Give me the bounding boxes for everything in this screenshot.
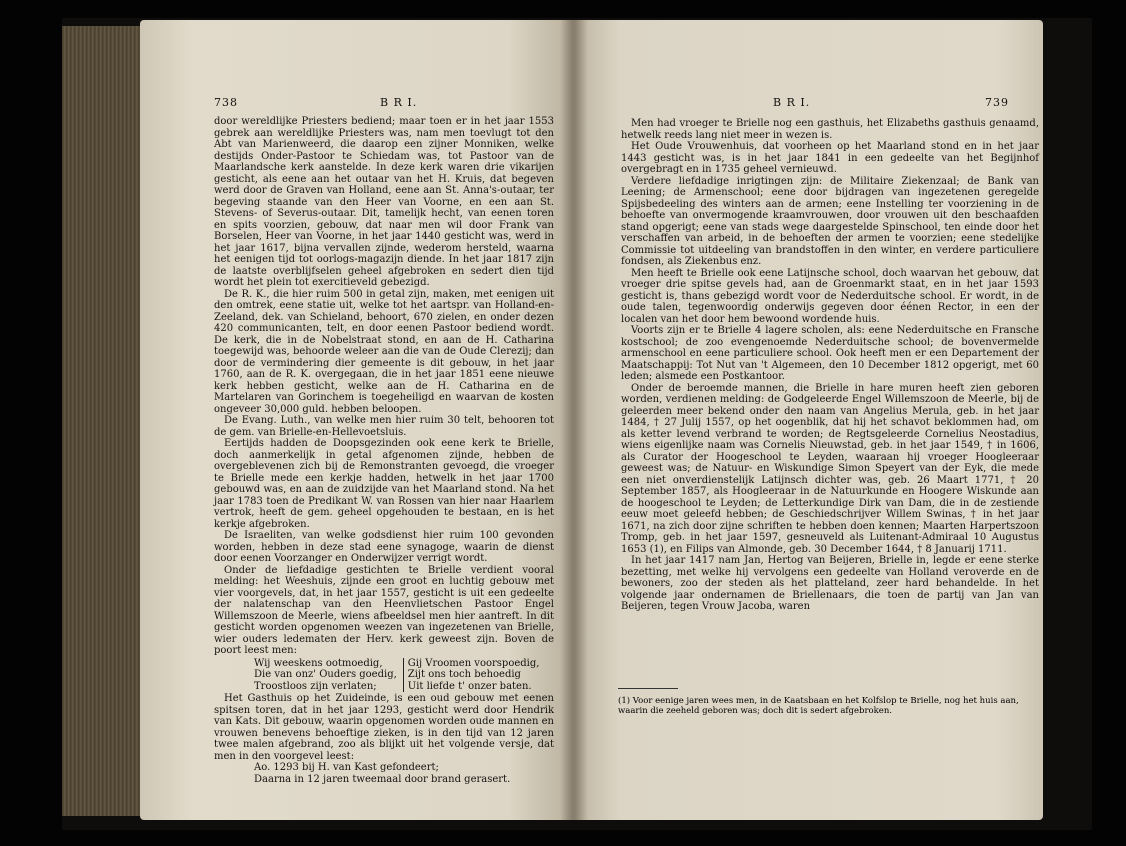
right-running-head: B R I. [773,96,811,109]
verse-column-right [403,658,540,693]
paragraph: Verdere liefdadige inrigtingen zijn: de Militaire Ziekenzaal; de Bank van Leening; de Armenschool; eene door bijdragen van ingezetenen geregelde Spijsbedeeling des winters aan de armen; eene Instelling ter voorziening in de behoefte van onvermogende kraamvrouwen, door vrouwen uit den beschaafden stand opgerigt; eene van stads wege daargestelde Spinschool, ten einde door het verschaffen van arbeid, in de behoeften der armen te voorzien; eene stedelijke Commissie tot uitdeeling van brandstoffen in den winter, en verdere particuliere fondsen, als Ziekenbus enz. [621,175,1039,267]
paragraph: De Evang. Luth., van welke men hier ruim 30 telt, behooren tot de gem. van Brielle-en-Hellevoetsluis. [214,415,554,438]
paragraph: De Israeliten, van welke godsdienst hier ruim 100 gevonden worden, hebben in deze stad eene synagoge, waarin de dienst door eenen Voorzanger en Onderwijzer verrigt wordt. [214,530,554,564]
inscription-line: Ao. 1293 bij H. van Kast gefondeert; [254,762,439,773]
left-running-head: B R I. [380,96,418,109]
right-page-body [621,118,1039,613]
paragraph: In het jaar 1417 nam Jan, Hertog van Beijeren, Brielle in, legde er eene sterke bezetting, met welke hij vervolgens een gedeelte van Holland veroverde en de bewoners, zoo der steden als het platteland, zeer hard behandelde. In het volgende jaar ondernamen de Briellenaars, die toen de partij van Jan van Beijeren, tegen Vrouw Jacoba, waren [621,555,1039,612]
paragraph: Het Oude Vrouwenhuis, dat voorheen op het Maarland stond en in het jaar 1443 gesticht was, is in het jaar 1841 in een gedeelte van het Begijnhof overgebragt en in 1735 geheel vernieuwd. [621,141,1039,175]
inscription-line: Daarna in 12 jaren tweemaal door brand gerasert. [254,773,511,785]
footnote-rule [618,688,678,689]
left-page-number: 738 [214,96,238,109]
paragraph: Eertijds hadden de Doopsgezinden ook eene kerk te Brielle, doch aanmerkelijk in getal afgenomen zijnde, hebben de overgeblevenen zich bij de Remonstranten gevoegd, die vroeger te Brielle mede een kerkje hadden, hetwelk in het jaar 1700 gebouwd was, en aan de zuidzijde van het Maarland stond. Na het jaar 1783 toen de Predikant W. van Rossen van hier naar Haarlem vertrok, heeft de gem. geheel opgehouden te bestaan, en is het kerkje afgebroken. [214,438,554,530]
paragraph: De R. K., die hier ruim 500 in getal zijn, maken, met eenigen uit den omtrek, eene statie uit, welke tot het aartspr. van Holland-en-Zeeland, dek. van Schieland, behoort, 670 zielen, en onder dezen 420 communicanten, telt, en door eenen Pastoor bediend wordt. De kerk, die in de Nobelstraat stond, en aan de H. Catharina toegewijd was, behoorde weleer aan die van de Oude Clerezij; dan door de vermindering dier gemeente is dit gebouw, in het jaar 1760, aan de R. K. overgegaan, die in het jaar 1851 eene nieuwe kerk hebben gesticht, welke aan de H. Catharina en de Martelaren van Gorinchem is toegeheiligd en waarvan de kosten ongeveer 30,000 guld. hebben beloopen. [214,288,554,415]
paragraph: door wereldlijke Priesters bediend; maar toen er in het jaar 1553 gebrek aan wereldlijke Priesters was, nam men toevlugt tot den Abt van Marienweerd, die daarop een zijner Monniken, welke destijds Onder-Pastoor te Schiedam was, tot Pastoor van de Maarlandsche kerk aanstelde. In deze kerk waren drie vikarijen gesticht, als eene aan het outaar van het H. Kruis, dat begeven werd door de Graven van Holland, eene aan St. Anna's-outaar, ter begeving staande van den Heer van Voorne, en een aan St. Stevens- of Severus-outaar. Dit, tamelijk hecht, van eenen toren en spits voorzien, gebouw, dat naar men wil door Frank van Borselen, Heer van Voorne, in het jaar 1440 gesticht was, werd in het jaar 1617, bijna vervallen zijnde, wederom hersteld, waarna het eenigen tijd tot oorlogs-magazijn diende. In het jaar 1817 zijn de laatste overblijfselen geheel afgebroken en sedert dien tijd wordt het plein tot exercitieveld gebezigd. [214,116,554,288]
left-page [140,20,573,820]
paragraph: Het Gasthuis op het Zuideinde, is een oud gebouw met eenen spitsen toren, dat in het jaar 1293, gesticht werd door Hendrik van Kats. Dit gebouw, waarin opgenomen worden oude mannen en vrouwen benevens behoeftige zieken, is in den tijd van 12 jaren twee malen afgebrand, zoo als blijkt uit het volgende versje, dat men in den voorgevel leest: [214,693,554,762]
verse-line: Uit liefde t' onzer baten. [407,680,532,692]
book-gutter [560,20,588,820]
verse-line: Gij Vroomen voorspoedig, [407,657,540,669]
right-page-number: 739 [985,96,1009,109]
footnote: (1) Voor eenige jaren wees men, in de Kaatsbaan en het Kolfslop te Brielle, nog het huis aan, waarin die zeeheld geboren was; doch dit is sedert afgebroken. [618,696,1019,716]
verse-line: Zijt ons toch behoedig [407,669,521,680]
paragraph: Voorts zijn er te Brielle 4 lagere scholen, als: eene Nederduitsche en Fransche kostschool; de zoo evengenoemde Nederduitsche school; de bovenvermelde armenschool en eene particuliere school. Ook heeft men er een Departement der Maatschappij: Tot Nut van 't Algemeen, den 10 December 1812 opgerigt, met 60 leden; alsmede een Postkantoor. [621,325,1039,382]
paragraph: Onder de beroemde mannen, die Brielle in hare muren heeft zien geboren worden, verdienen melding: de Godgeleerde Engel Willemszoon de Meerle, bij de geleerden meer bekend onder den naam van Angelius Merula, geb. in het jaar 1484, † 27 Julij 1557, op het oogenblik, dat hij het schavot beklommen had, om als ketter levend verbrand te worden; de Regtsgeleerde Cornelius Neostadius, wiens eigenlijke naam was Cornelis Nieuwstad, geb. in het jaar 1549, † in 1606, als Curator der Hoogeschool te Leyden, waaraan hij vroeger Hoogleeraar geweest was; de Natuur- en Wiskundige Simon Speyert van der Eyk, die mede een niet onverdienstelijk Latijnsch dichter was, geb. 26 Maart 1771, † 20 September 1857, als Hoogleeraar in de Natuurkunde en Hoogere Wiskunde aan de hoogeschool te Leyden; de Letterkundige Dirk van Dam, die in de zestiende eeuw moet geleefd hebben; de Geschiedschrijver Willem Swinas, † in het jaar 1671, na zich door zijne schriften te hebben doen kennen; Maarten Harpertszoon Tromp, geb. in het jaar 1597, gesneuveld als Luitenant-Admiraal 10 Augustus 1653 (1), en Filips van Almonde, geb. 30 December 1644, † 8 Januarij 1711. [621,382,1039,555]
verse-line: Die van onz' Ouders goedig, [254,669,397,680]
verse-line: Wij weeskens ootmoedig, [254,657,383,669]
gasthuis-inscription [254,762,554,785]
paragraph: Onder de liefdadige gestichten te Brielle verdient vooral melding: het Weeshuis, zijnde een groot en luchtig gebouw met vier voorgevels, dat, in het jaar 1557, gesticht is uit een gedeelte der nalatenschap van den Heenvlietschen Pastoor Engel Willemszoon de Meerle, wiens afbeeldsel men hier aantreft. In dit gesticht worden opgenomen weezen van ingezetenen van Brielle, wier ouders ledematen der Herv. kerk geweest zijn. Boven de poort leest men: [214,564,554,656]
orphanage-verse [254,658,554,693]
verse-column-left [254,658,403,693]
paragraph: Men heeft te Brielle ook eene Latijnsche school, doch waarvan het gebouw, dat vroeger drie spitse gevels had, aan de Groenmarkt staat, en in het jaar 1593 gesticht is, thans gebezigd wordt voor de Nederduitsche school. Er wordt, in de oude talen, tegenwoordig onderwijs gegeven door éénen Rector, in een der localen van het door hem bewoond wordende huis. [621,267,1039,325]
verse-line: Troostloos zijn verlaten; [254,680,377,692]
paragraph: Men had vroeger te Brielle nog een gasthuis, het Elizabeths gasthuis genaamd, hetwelk reeds lang niet meer in wezen is. [621,118,1039,141]
book-page-edges [62,26,144,816]
left-page-body [214,116,554,785]
